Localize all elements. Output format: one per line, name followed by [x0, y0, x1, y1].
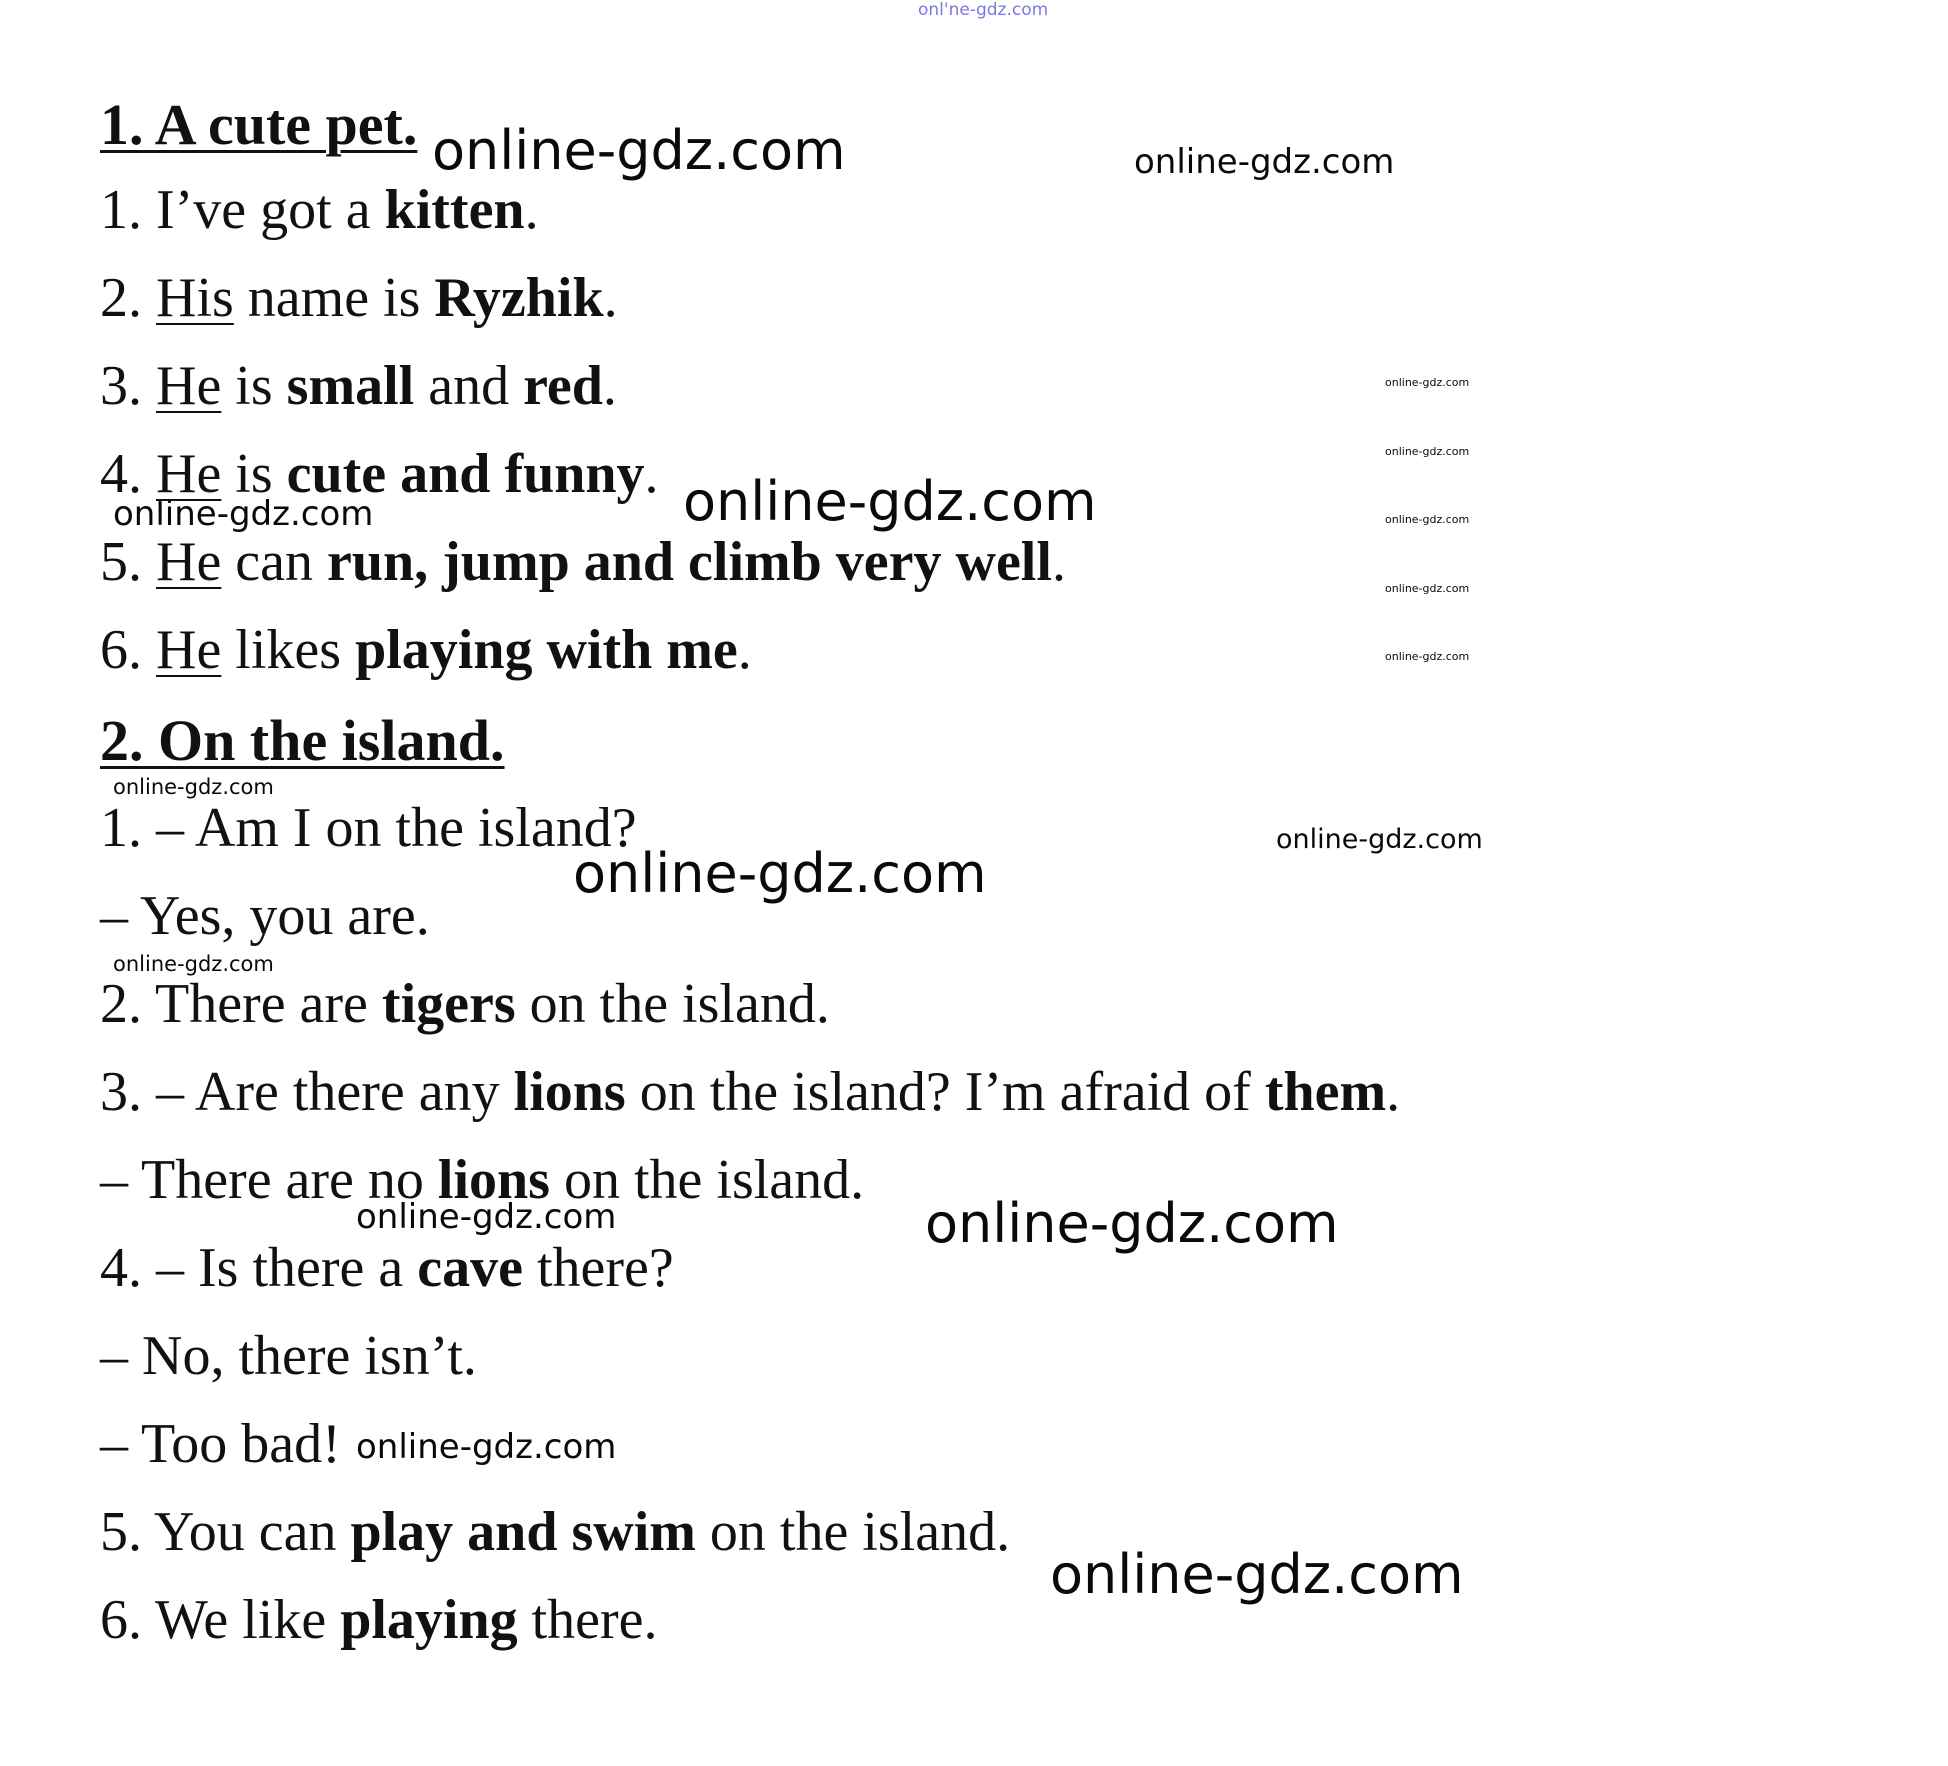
section2-line-10: 6. We like playing there.	[100, 1589, 658, 1651]
section2-line-7: – No, there isn’t.	[100, 1325, 477, 1387]
watermark: online-gdz.com	[1050, 1543, 1464, 1606]
watermark: online-gdz.com	[1385, 376, 1470, 389]
watermark: online-gdz.com	[356, 1197, 617, 1237]
section2-line-2: – Yes, you are.	[100, 885, 430, 947]
watermark: online-gdz.com	[113, 952, 274, 976]
section2-line-3: 2. There are tigers on the island.	[100, 973, 830, 1035]
section2-line-5: – There are no lions on the island.	[100, 1149, 865, 1211]
watermark: online-gdz.com	[683, 470, 1097, 533]
section1-line-4: 4. He is cute and funny.	[100, 443, 659, 505]
watermark: online-gdz.com	[1385, 445, 1470, 458]
watermark: online-gdz.com	[356, 1427, 617, 1467]
section2-line-6: 4. – Is there a cave there?	[100, 1237, 674, 1299]
watermark: online-gdz.com	[113, 494, 374, 534]
watermark: online-gdz.com	[1134, 142, 1395, 182]
section2-line-4: 3. – Are there any lions on the island? I’m afraid of them.	[100, 1061, 1401, 1123]
watermark: online-gdz.com	[1385, 650, 1470, 663]
section2-line-1: 1. – Am I on the island?	[100, 797, 637, 859]
section2-line-9: 5. You can play and swim on the island.	[100, 1501, 1011, 1563]
watermark: online-gdz.com	[573, 842, 987, 905]
watermark: online-gdz.com	[113, 775, 274, 799]
section1-line-1: 1. I’ve got a kitten.	[100, 179, 539, 241]
section1-heading: 1. A cute pet.	[100, 92, 418, 157]
section1-line-5: 5. He can run, jump and climb very well.	[100, 531, 1066, 593]
watermark: online-gdz.com	[432, 119, 846, 182]
header-watermark: onl'ne-gdz.com	[918, 0, 1049, 20]
watermark: online-gdz.com	[1385, 513, 1470, 526]
watermark: online-gdz.com	[1276, 824, 1483, 855]
section2-heading: 2. On the island.	[100, 708, 505, 773]
watermark: online-gdz.com	[1385, 582, 1470, 595]
section1-line-3: 3. He is small and red.	[100, 355, 617, 417]
section2-line-8: – Too bad!	[100, 1413, 341, 1475]
section1-line-6: 6. He likes playing with me.	[100, 619, 752, 681]
section1-line-2: 2. His name is Ryzhik.	[100, 267, 618, 329]
watermark: online-gdz.com	[925, 1192, 1339, 1255]
